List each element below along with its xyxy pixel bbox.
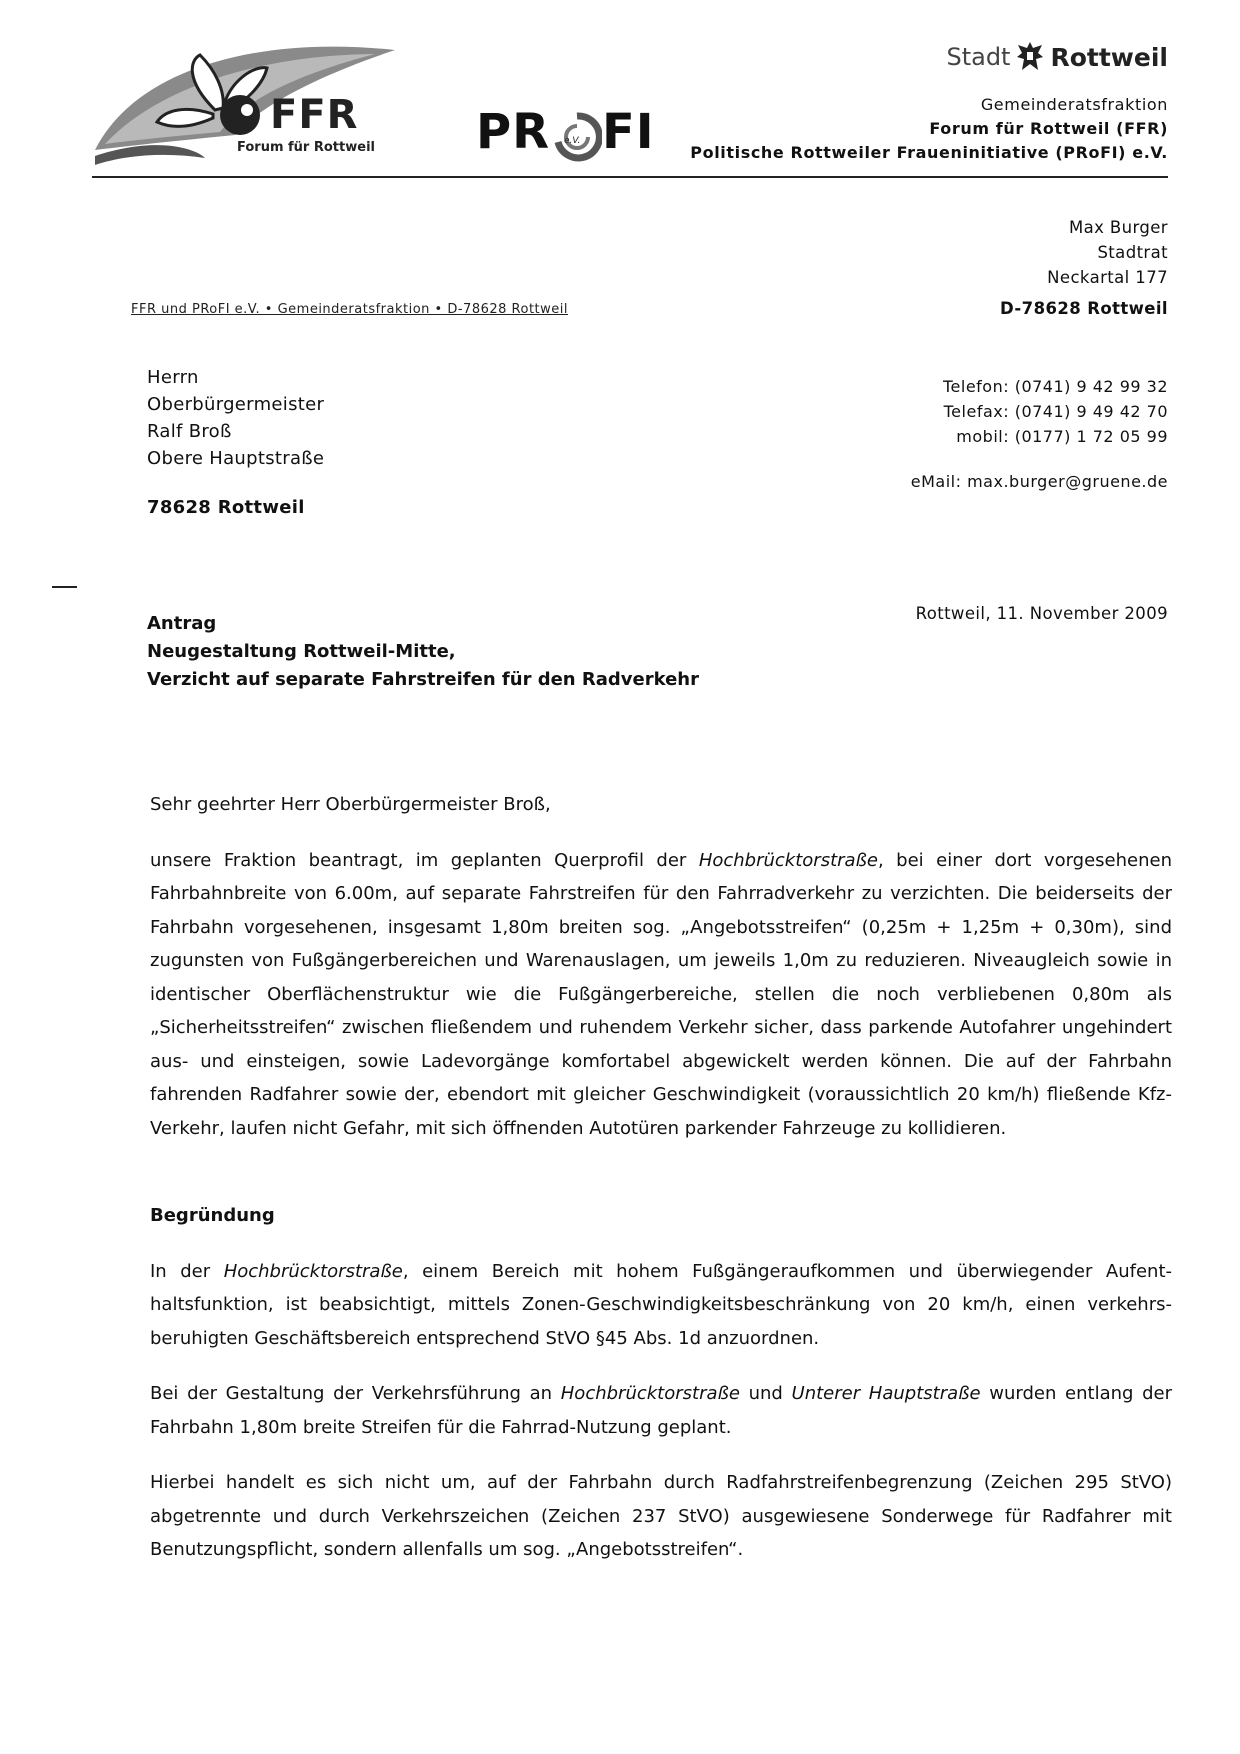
return-address: FFR und PRoFI e.V. • Gemeinderatsfraktion • D-78628 Rottweil — [131, 302, 568, 317]
subject-line: Verzicht auf separate Fahrstreifen für den Radverkehr — [147, 669, 699, 690]
salutation: Sehr geehrter Herr Oberbürgermeister Broß, — [150, 794, 551, 815]
street-name: Hochbrücktorstraße — [223, 1260, 403, 1282]
text-span: Bei der Gestaltung der Verkehrsführung an — [150, 1383, 561, 1404]
organisation-lines — [690, 93, 1168, 165]
ffr-logo-text: FFR — [270, 92, 359, 138]
profi-logo-left: PR — [476, 104, 551, 160]
header-divider — [92, 176, 1168, 178]
ffr-logo-subtitle: Forum für Rottweil — [237, 140, 375, 155]
recipient-line: Herrn — [147, 367, 199, 388]
recipient-city: 78628 Rottweil — [147, 497, 305, 518]
paragraph-reason-1 — [150, 1255, 1172, 1356]
paragraph-request — [150, 844, 1172, 1146]
text-span: unsere Fraktion beantragt, im geplanten Querprofil der — [150, 849, 699, 871]
street-name: Hochbrücktorstraße — [698, 849, 878, 871]
recipient-address — [147, 364, 324, 521]
text-span: und — [739, 1383, 792, 1404]
contact-phone: Telefon: (0741) 9 42 99 32 — [942, 377, 1168, 396]
street-name: Unterer Hauptstraße — [791, 1383, 981, 1404]
org-line-ffr: Forum für Rottweil (FFR) — [929, 119, 1168, 138]
sender-address — [1000, 215, 1168, 321]
fold-mark — [52, 586, 77, 588]
stadt-name: Rottweil — [1050, 42, 1168, 72]
recipient-line: Obere Hauptstraße — [147, 448, 325, 469]
paragraph-reason-2 — [150, 1377, 1172, 1444]
stadt-rottweil-logo — [946, 40, 1168, 74]
contact-email: eMail: max.burger@gruene.de — [910, 472, 1168, 491]
sender-role: Stadtrat — [1097, 243, 1168, 262]
subject-line: Antrag — [147, 613, 217, 634]
subject-line: Neugestaltung Rottweil-Mitte, — [147, 641, 456, 662]
section-heading: Begründung — [150, 1205, 275, 1226]
letter-body — [150, 788, 1172, 1567]
eagle-crest-icon — [1016, 40, 1044, 74]
street-name: Hochbrücktorstraße — [560, 1383, 740, 1404]
sender-street: Neckartal 177 — [1047, 268, 1168, 287]
stadt-word: Stadt — [946, 43, 1011, 71]
profi-logo — [476, 104, 666, 174]
org-line-profi: Politische Rottweiler Fraueninitiative (PRoFI) e.V. — [690, 143, 1168, 162]
sender-name: Max Burger — [1068, 218, 1168, 237]
contact-fax: Telefax: (0741) 9 49 42 70 — [943, 402, 1168, 421]
profi-logo-right: FI — [602, 104, 655, 160]
ffr-logo — [95, 40, 395, 170]
sender-city: D-78628 Rottweil — [1000, 299, 1168, 318]
recipient-line: Ralf Broß — [147, 421, 232, 442]
profi-badge: e.V. — [564, 136, 581, 146]
text-span: In der — [150, 1260, 224, 1282]
contact-block — [911, 374, 1168, 494]
letter-date: Rottweil, 11. November 2009 — [915, 604, 1168, 623]
text-span: wurden entlang der Fahrbahn 1,80m breite Streifen für die Fahrrad-Nutzung geplant. — [150, 1383, 1173, 1438]
text-span: , bei einer dort vorgesehenen Fahrbahnbreite von 6.00m, auf separate Fahrstreifen für den Fahrradverkehr zu verzichten. Die beiderseits der Fahrbahn vorgesehenen, insgesamt 1,80m breiten sog. „Angebotsstreifen“ (0,25m + 1,25m + 0,30m), sind zugunsten von Fußgängerbereichen und Warenauslagen, um jeweils 1,0m zu reduzieren. Niveaugleich sowie in identischer Oberflächenstruktur wie die Fußgängerbereiche, stellen die noch verbliebenen 0,80m als „Sicherheitsstreifen“ zwischen fließendem und ruhendem Verkehr sicher, dass parkende Autofahrer ungehindert aus- und einsteigen, sowie Ladevorgänge komfortabel abgewickelt werden können. Die auf der Fahrbahn fahrenden Radfahrer sowie der, ebendort mit gleicher Geschwindigkeit (voraussichtlich 20 km/h) fließende Kfz-Verkehr, laufen nicht Gefahr, mit sich öffnenden Autotüren parkender Fahrzeuge zu kollidieren. — [150, 849, 1172, 1139]
org-line-faction: Gemeinderatsfraktion — [980, 95, 1168, 114]
contact-mobile: mobil: (0177) 1 72 05 99 — [956, 427, 1168, 446]
subject-block — [147, 610, 699, 694]
text-span: , einem Bereich mit hohem Fußgängeraufkommen und überwiegender Aufenthaltsfunktion, ist beabsichtigt, mittels Zonen-Geschwindigkeitsbeschränkung von 20 km/h, einen verkehrsberuhigten Geschäftsbereich entsprechend StVO §45 Abs. 1d anzuordnen. — [150, 1260, 1172, 1349]
recipient-line: Oberbürgermeister — [147, 394, 325, 415]
paragraph-reason-3: Hierbei handelt es sich nicht um, auf der Fahrbahn durch Radfahrstreifenbegrenzung (Zeichen 295 StVO) abgetrennte und durch Verkehrszeichen (Zeichen 237 StVO) ausgewiesene Sonderwege für Radfahrer mit Benutzungspflicht, sondern allenfalls um sog. „Angebotsstreifen“. — [150, 1472, 1172, 1560]
